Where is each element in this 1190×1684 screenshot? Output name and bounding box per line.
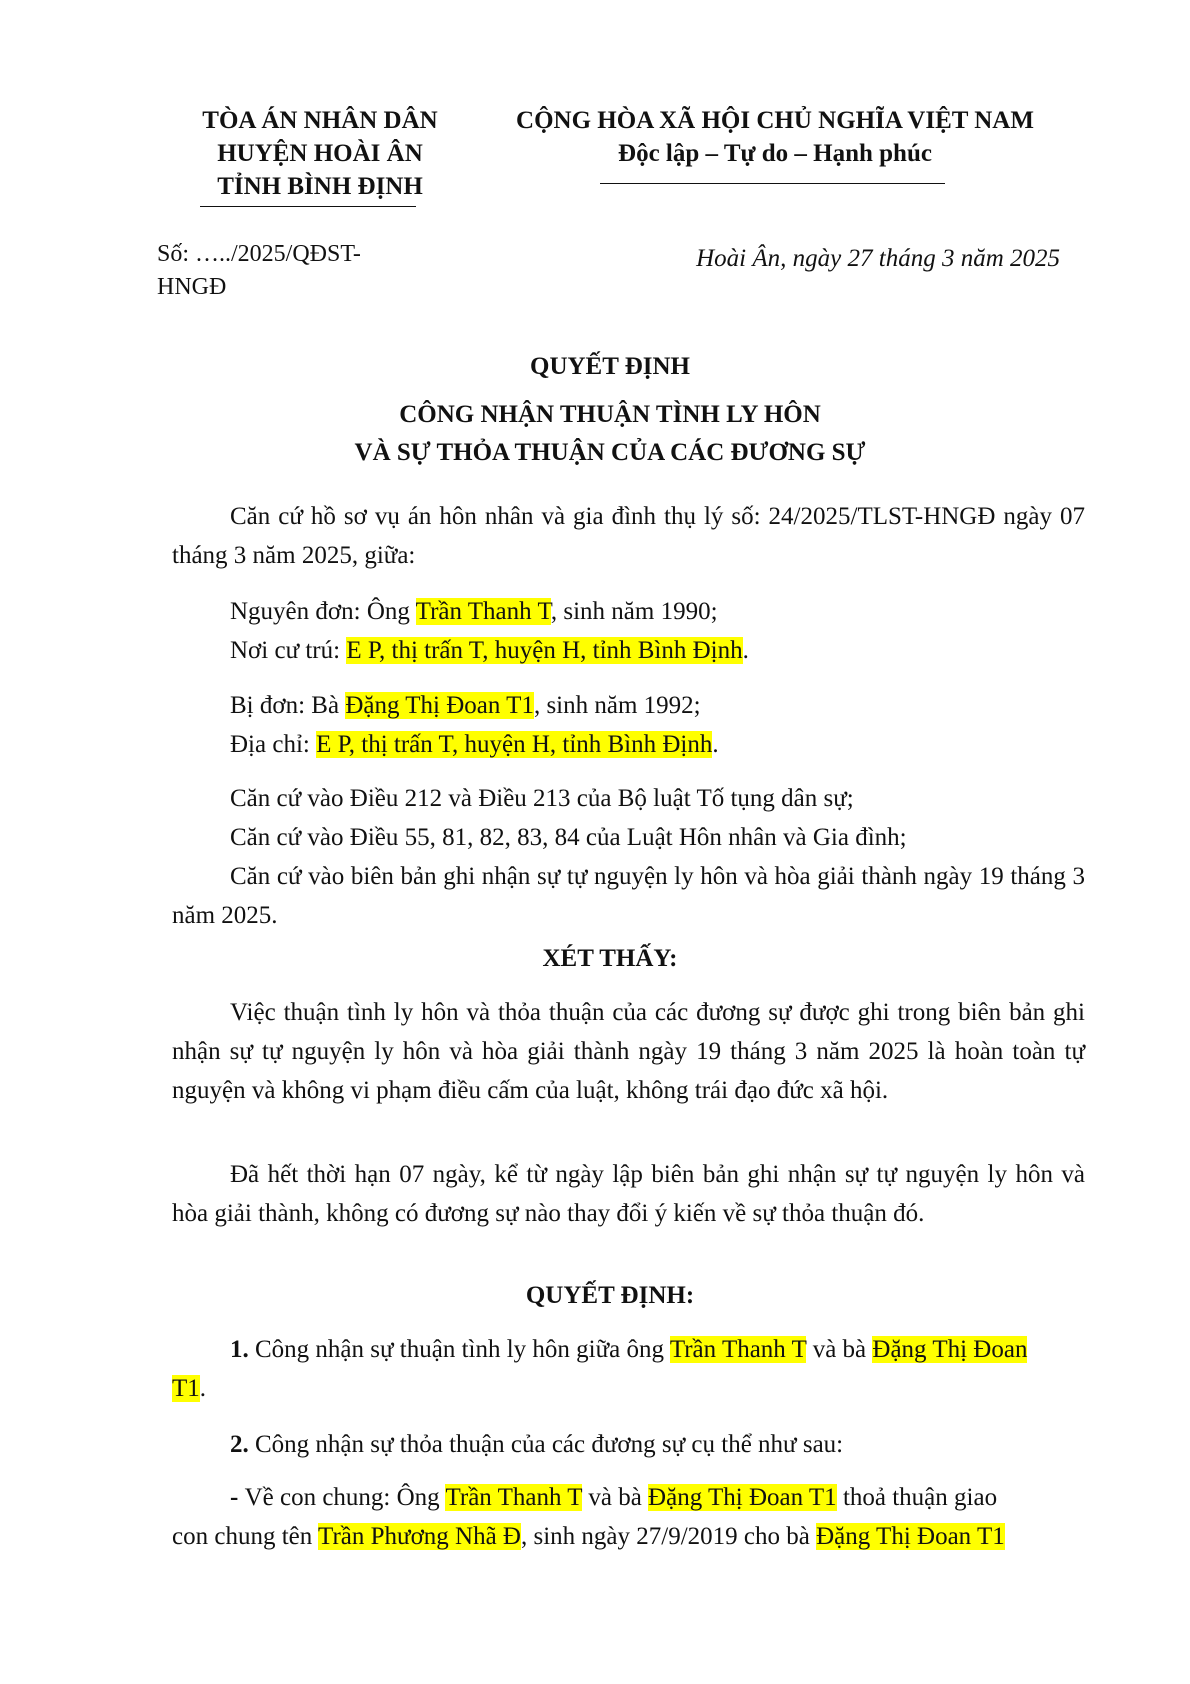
findings-paragraph-2: Đã hết thời hạn 07 ngày, kể từ ngày lập biên bản ghi nhận sự tự nguyện ly hôn và hòa giải thành, không có đương sự nào thay đổi ý kiến về sự thỏa thuận đó. xyxy=(172,1161,1085,1227)
national-title: CỘNG HÒA XÃ HỘI CHỦ NGHĨA VIỆT NAM xyxy=(516,107,1034,134)
legal-basis-2: Căn cứ vào Điều 55, 81, 82, 83, 84 của Luật Hôn nhân và Gia đình; xyxy=(230,824,907,851)
decision-item-1-name-b: Đặng Thị Đoan xyxy=(872,1336,1028,1363)
place-date: Hoài Ân, ngày 27 tháng 3 năm 2025 xyxy=(696,245,1060,272)
children-mid-2: thoả thuận giao xyxy=(836,1484,998,1511)
decision-item-1-continued xyxy=(172,1369,572,1408)
child-name: Trần Phương Nhã Đ xyxy=(318,1523,521,1550)
decision-item-2 xyxy=(230,1425,1090,1464)
court-header xyxy=(150,104,490,203)
court-name-line3: TỈNH BÌNH ĐỊNH xyxy=(217,173,423,200)
national-motto: Độc lập – Tự do – Hạnh phúc xyxy=(618,140,932,167)
defendant-suffix: , sinh năm 1992; xyxy=(533,692,701,719)
decision-item-1-name-a: Trần Thanh T xyxy=(669,1336,807,1363)
decision-item-1-number: 1. xyxy=(230,1336,249,1363)
children-bullet: - xyxy=(230,1484,245,1511)
plaintiff-name: Trần Thanh T xyxy=(415,598,551,625)
defendant-address-line xyxy=(230,725,1090,764)
children-line2-mid: , sinh ngày 27/9/2019 cho bà xyxy=(521,1523,817,1550)
decision-heading: QUYẾT ĐỊNH: xyxy=(525,1282,695,1309)
findings-heading: XÉT THẤY: xyxy=(542,945,678,972)
children-mother-name: Đặng Thị Đoan T1 xyxy=(648,1484,837,1511)
case-basis-paragraph: Căn cứ hồ sơ vụ án hôn nhân và gia đình thụ lý số: 24/2025/TLST-HNGĐ ngày 07 tháng 3 năm 2025, giữa: xyxy=(172,503,1085,569)
plaintiff-address-suffix: . xyxy=(742,637,749,664)
legal-basis-1: Căn cứ vào Điều 212 và Điều 213 của Bộ luật Tố tụng dân sự; xyxy=(230,785,854,812)
document-number-line1: Số: …../2025/QĐST- xyxy=(157,241,361,267)
national-header xyxy=(480,104,1070,170)
decision-subtitle xyxy=(150,396,1070,472)
defendant-address-suffix: . xyxy=(712,731,719,758)
children-line-2 xyxy=(172,1517,1092,1556)
defendant-address: E P, thị trấn T, huyện H, tỉnh Bình Định xyxy=(316,731,713,758)
defendant-address-prefix: Địa chỉ: xyxy=(230,731,317,758)
decision-item-1-text-b: và bà xyxy=(806,1336,873,1363)
children-father-name: Trần Thanh T xyxy=(445,1484,583,1511)
plaintiff-line xyxy=(230,592,1090,631)
decision-item-1-text-a: Công nhận sự thuận tình ly hôn giữa ông xyxy=(248,1336,670,1363)
defendant-line xyxy=(230,686,1090,725)
decision-subtitle-line1: CÔNG NHẬN THUẬN TÌNH LY HÔN xyxy=(399,401,821,428)
defendant-name: Đặng Thị Đoan T1 xyxy=(345,692,534,719)
plaintiff-address: E P, thị trấn T, huyện H, tỉnh Bình Định xyxy=(346,637,743,664)
document-number-line2: HNGĐ xyxy=(157,274,227,300)
plaintiff-prefix: Nguyên đơn: Ông xyxy=(230,598,416,625)
children-label: Về con chung: Ông xyxy=(244,1484,446,1511)
decision-title: QUYẾT ĐỊNH xyxy=(530,353,690,380)
document-number xyxy=(157,238,477,304)
decision-item-1-name-b-cont: T1 xyxy=(172,1375,200,1402)
court-header-underline xyxy=(200,206,416,207)
findings-paragraph-1: Việc thuận tình ly hôn và thỏa thuận của các đương sự được ghi trong biên bản ghi nhận sự tự nguyện ly hôn và hòa giải thành ngày 19 tháng 3 năm 2025 là hoàn toàn tự nguyện và không vi phạm điều cấm của luật, không trái đạo đức xã hội. xyxy=(172,999,1085,1104)
children-mid-1: và bà xyxy=(582,1484,649,1511)
decision-item-2-number: 2. xyxy=(230,1431,249,1458)
plaintiff-address-line xyxy=(230,631,1090,670)
defendant-prefix: Bị đơn: Bà xyxy=(230,692,346,719)
plaintiff-suffix: , sinh năm 1990; xyxy=(550,598,718,625)
plaintiff-address-prefix: Nơi cư trú: xyxy=(230,637,347,664)
decision-item-1-text-c: . xyxy=(199,1375,207,1402)
decision-subtitle-line2: VÀ SỰ THỎA THUẬN CỦA CÁC ĐƯƠNG SỰ xyxy=(354,439,866,466)
national-motto-underline xyxy=(600,183,945,184)
legal-basis-3: Căn cứ vào biên bản ghi nhận sự tự nguyện ly hôn và hòa giải thành ngày 19 tháng 3 năm 2025. xyxy=(172,863,1085,929)
court-name-line2: HUYỆN HOÀI ÂN xyxy=(217,140,423,167)
children-line2-prefix: con chung tên xyxy=(172,1523,319,1550)
court-name-line1: TÒA ÁN NHÂN DÂN xyxy=(202,107,438,134)
decision-item-2-text: Công nhận sự thỏa thuận của các đương sự cụ thể như sau: xyxy=(248,1431,844,1458)
children-custodian-name: Đặng Thị Đoan T1 xyxy=(816,1523,1005,1550)
children-line-1 xyxy=(230,1478,1090,1517)
decision-item-1 xyxy=(230,1330,1090,1369)
